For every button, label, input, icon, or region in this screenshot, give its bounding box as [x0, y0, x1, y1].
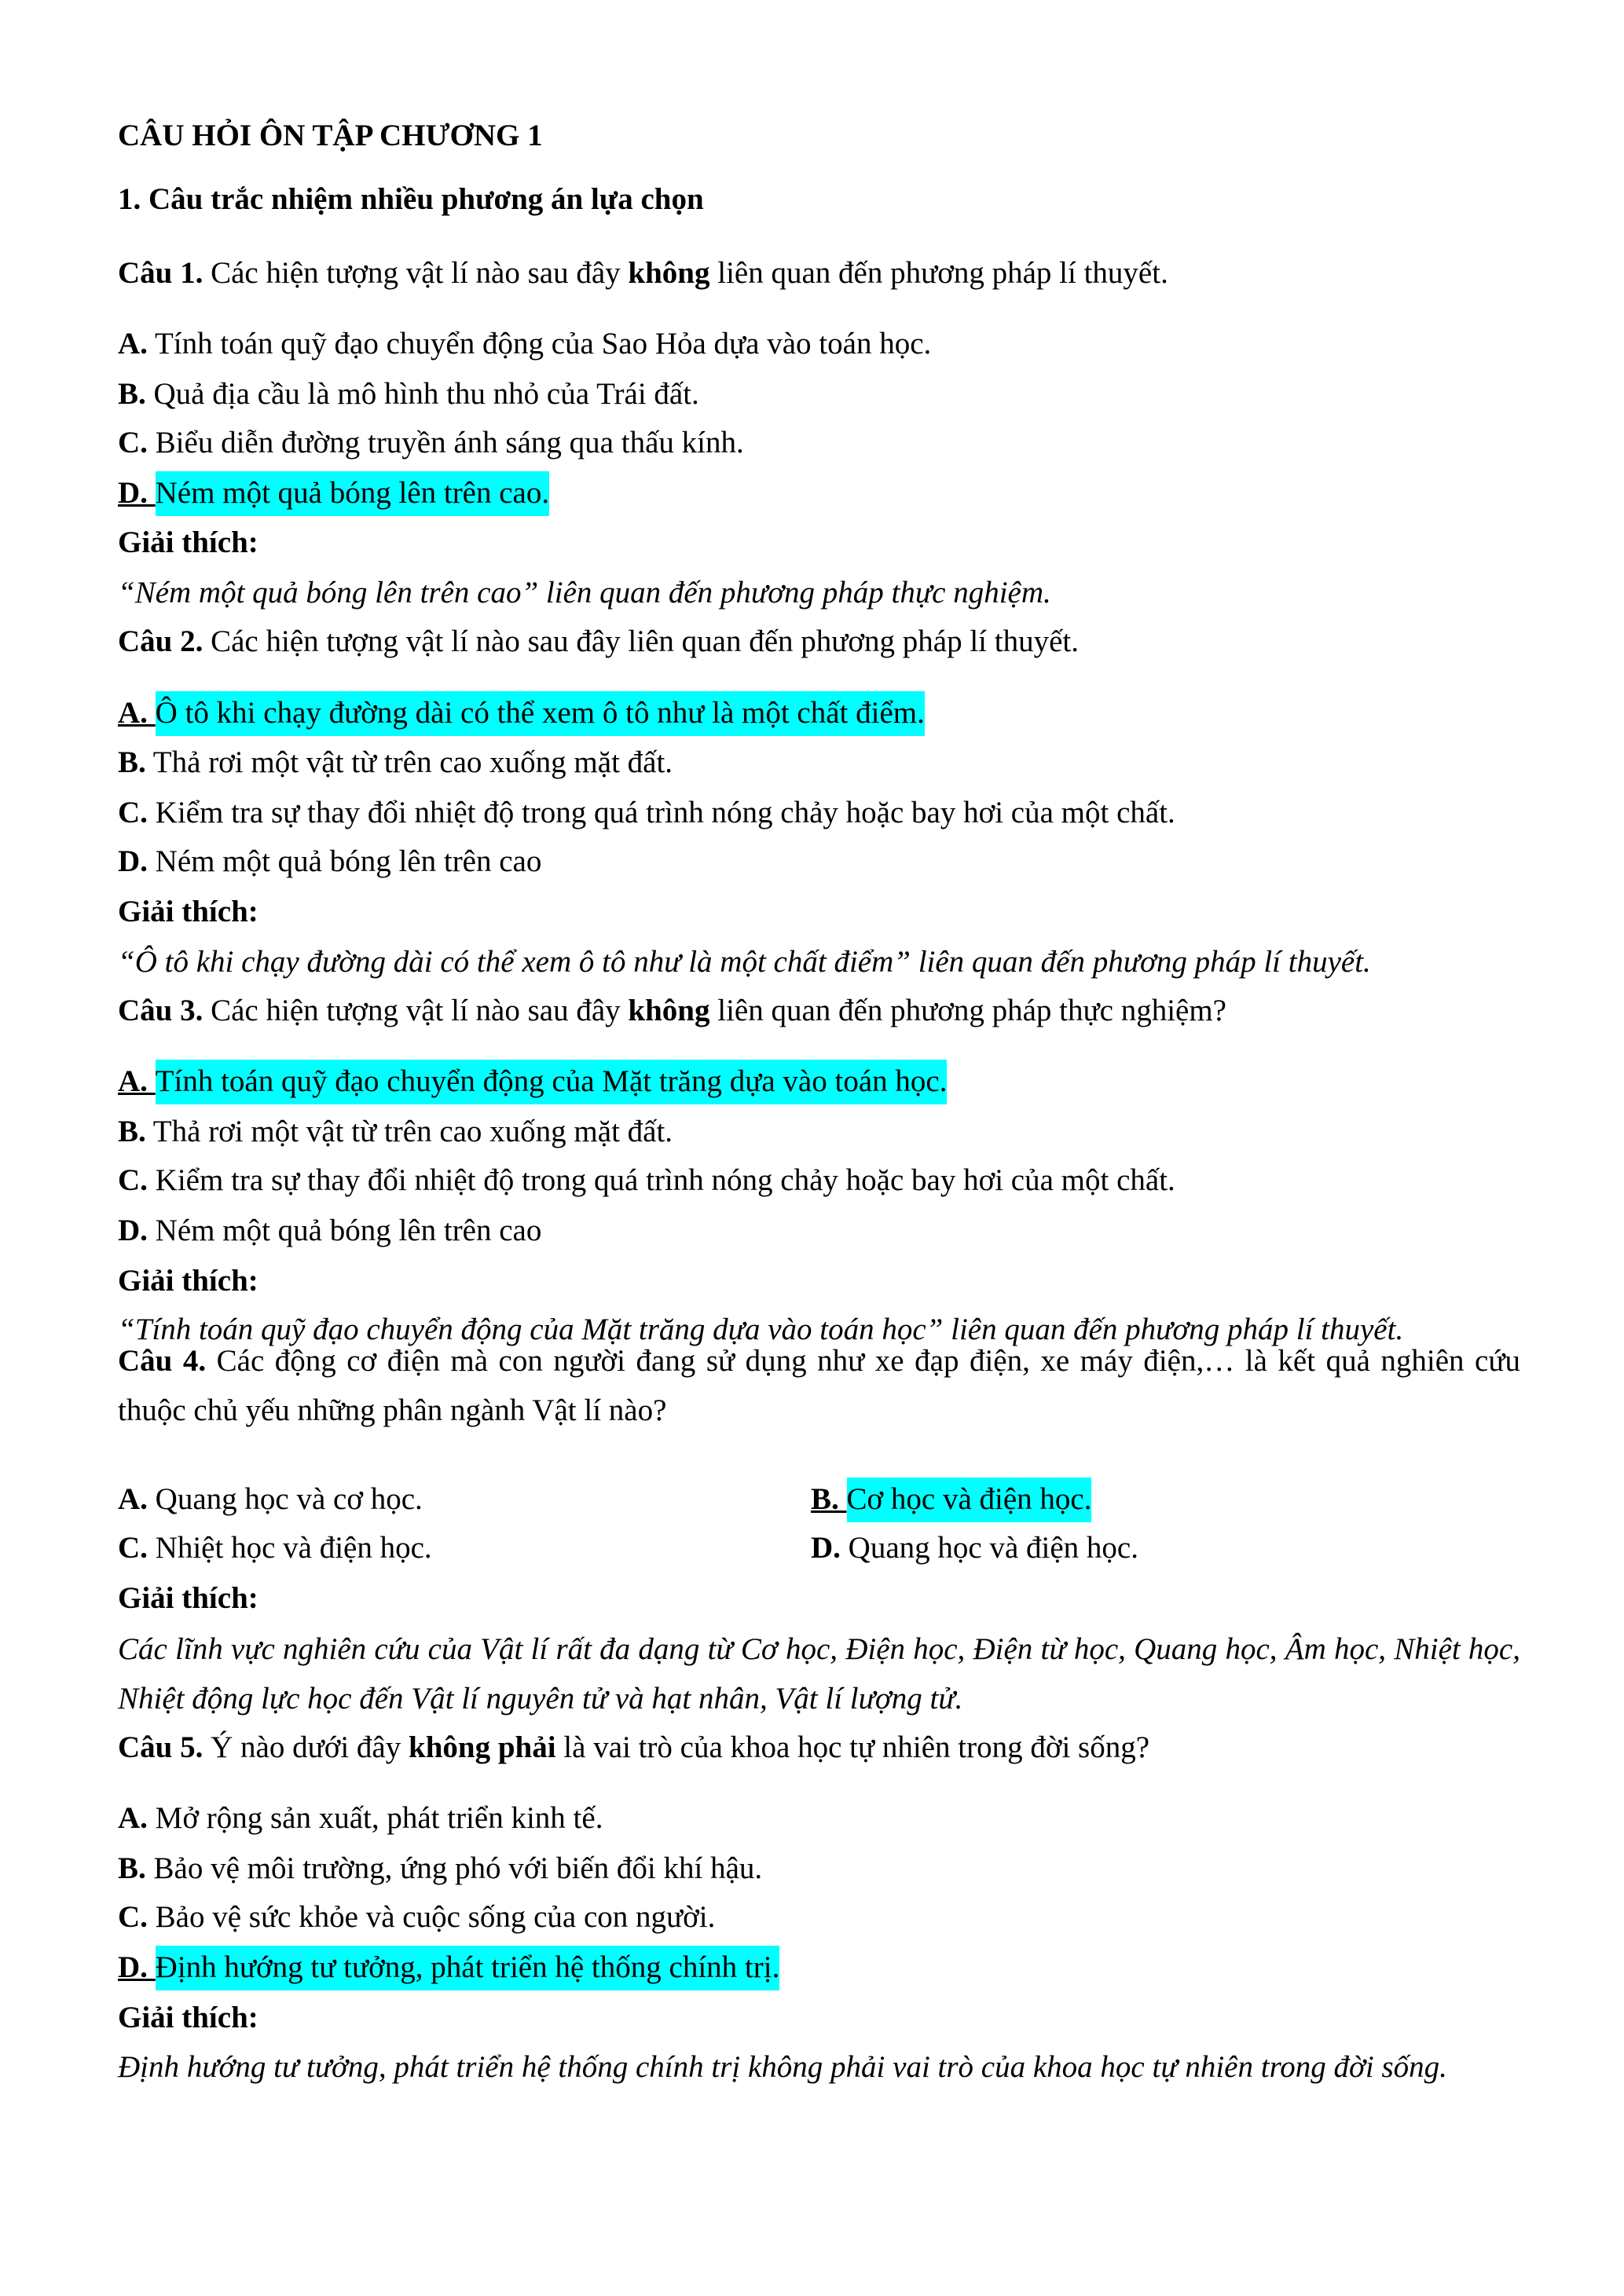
question-4-option-d: D. Quang học và điện học. [811, 1531, 1138, 1565]
question-1-explanation-label: Giải thích: [118, 525, 258, 559]
question-2-stem: Câu 2. Các hiện tượng vật lí nào sau đây liên quan đến phương pháp lí thuyết. [118, 624, 1079, 658]
question-2-option-c: C. Kiểm tra sự thay đổi nhiệt độ trong quá trình nóng chảy hoặc bay hơi của một chất. [118, 796, 1175, 829]
question-5-option-d-correct: D. Định hướng tư tưởng, phát triển hệ thống chính trị. [118, 1948, 779, 1987]
question-5-option-a: A. Mở rộng sản xuất, phát triển kinh tế. [118, 1801, 603, 1835]
question-4-stem: Câu 4. Các động cơ điện mà con người đang sử dụng như xe đạp điện, xe máy điện,… là kết quả nghiên cứu thuộc chủ yếu những phân ngành Vật lí nào? [118, 1344, 1520, 1427]
question-3-stem: Câu 3. Các hiện tượng vật lí nào sau đây không liên quan đến phương pháp thực nghiệm? [118, 994, 1226, 1027]
question-4-explanation-label: Giải thích: [118, 1581, 258, 1615]
question-3-explanation-label: Giải thích: [118, 1264, 258, 1298]
question-4-option-b-correct: B. Cơ học và điện học. [811, 1480, 1091, 1519]
page-title: CÂU HỎI ÔN TẬP CHƯƠNG 1 [118, 119, 543, 152]
question-3-option-a-correct: A. Tính toán quỹ đạo chuyển động của Mặt trăng dựa vào toán học. [118, 1062, 947, 1101]
question-3-option-d: D. Ném một quả bóng lên trên cao [118, 1214, 542, 1247]
question-1-option-c: C. Biểu diễn đường truyền ánh sáng qua thấu kính. [118, 426, 744, 460]
question-4-option-c: C. Nhiệt học và điện học. [118, 1531, 432, 1565]
question-4-explanation: Các lĩnh vực nghiên cứu của Vật lí rất đa dạng từ Cơ học, Điện học, Điện từ học, Quang học, Âm học, Nhiệt học, Nhiệt động lực học đến Vật lí nguyên tử và hạt nhân, Vật lí lượng tử. [118, 1632, 1520, 1716]
question-2-option-b: B. Thả rơi một vật từ trên cao xuống mặt đất. [118, 745, 673, 779]
question-5-explanation: Định hướng tư tưởng, phát triển hệ thống chính trị không phải vai trò của khoa học tự nhiên trong đời sống. [118, 2050, 1447, 2084]
question-5-explanation-label: Giải thích: [118, 2001, 258, 2034]
question-1-option-a: A. Tính toán quỹ đạo chuyển động của Sao Hỏa dựa vào toán học. [118, 327, 932, 361]
question-5-option-b: B. Bảo vệ môi trường, ứng phó với biến đổi khí hậu. [118, 1851, 763, 1885]
question-2-explanation-label: Giải thích: [118, 895, 258, 928]
question-4-option-a: A. Quang học và cơ học. [118, 1482, 423, 1516]
question-1-stem: Câu 1. Các hiện tượng vật lí nào sau đây không liên quan đến phương pháp lí thuyết. [118, 256, 1168, 290]
question-1-explanation: “Ném một quả bóng lên trên cao” liên quan đến phương pháp thực nghiệm. [118, 576, 1051, 610]
question-2-option-a-correct: A. Ô tô khi chạy đường dài có thể xem ô tô như là một chất điểm. [118, 694, 925, 733]
question-1-option-d-correct: D. Ném một quả bóng lên trên cao. [118, 474, 549, 513]
question-3-option-c: C. Kiểm tra sự thay đổi nhiệt độ trong quá trình nóng chảy hoặc bay hơi của một chất. [118, 1163, 1175, 1197]
question-1-option-b: B. Quả địa cầu là mô hình thu nhỏ của Trái đất. [118, 377, 699, 411]
section-heading: 1. Câu trắc nhiệm nhiều phương án lựa chọn [118, 182, 704, 216]
question-3-option-b: B. Thả rơi một vật từ trên cao xuống mặt đất. [118, 1115, 673, 1148]
question-5-stem: Câu 5. Ý nào dưới đây không phải là vai trò của khoa học tự nhiên trong đời sống? [118, 1730, 1150, 1764]
question-5-option-c: C. Bảo vệ sức khỏe và cuộc sống của con người. [118, 1900, 716, 1934]
question-3-explanation: “Tính toán quỹ đạo chuyển động của Mặt trăng dựa vào toán học” liên quan đến phương pháp lí thuyết. [118, 1313, 1404, 1346]
question-2-option-d: D. Ném một quả bóng lên trên cao [118, 844, 542, 878]
question-2-explanation: “Ô tô khi chạy đường dài có thể xem ô tô như là một chất điểm” liên quan đến phương pháp lí thuyết. [118, 945, 1371, 979]
